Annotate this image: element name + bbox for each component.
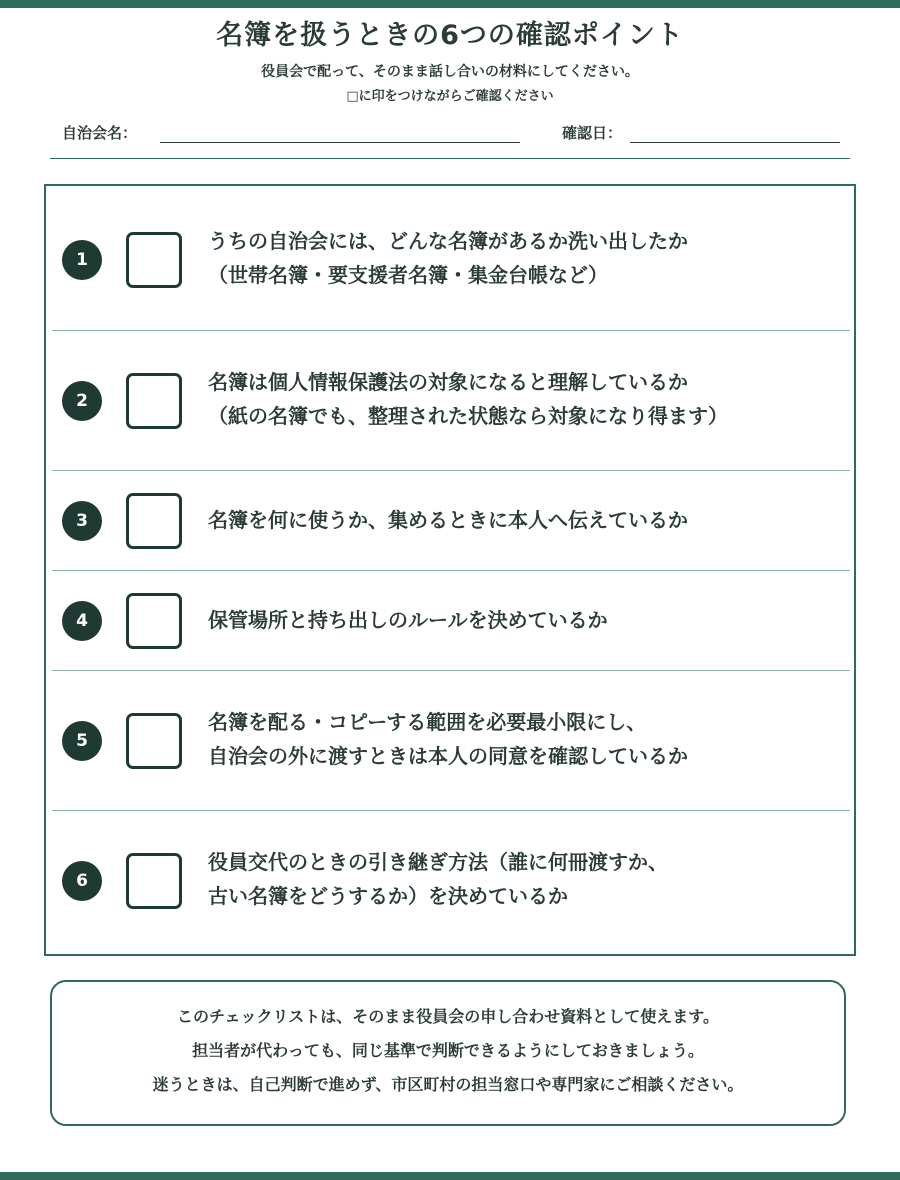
item-checkbox-5[interactable] (126, 713, 182, 769)
checklist-item-2 (52, 331, 850, 471)
checklist-item-3 (52, 471, 850, 571)
note-line: 迷うときは、自己判断で進めず、市区町村の担当窓口や専門家にご相談ください。 (152, 1075, 744, 1094)
checklist-box (44, 184, 856, 956)
bottom-accent-bar (0, 1172, 900, 1180)
item-number-badge: 4 (62, 601, 102, 641)
item-text-line: 役員交代のときの引き継ぎ方法（誰に何冊渡すか、 (208, 850, 668, 874)
item-text-line: （紙の名簿でも、整理された状態なら対象になり得ます） (208, 404, 728, 428)
page-subtitle: 役員会で配って、そのまま話し合いの材料にしてください。 (261, 64, 639, 80)
item-text-line: 自治会の外に渡すときは本人の同意を確認しているか (208, 744, 688, 768)
item-text-line: （世帯名簿・要支援者名簿・集金台帳など） (208, 263, 608, 287)
association-name-label: 自治会名： (62, 124, 138, 142)
note-line: 担当者が代わっても、同じ基準で判断できるようにしておきましょう。 (192, 1041, 704, 1060)
checklist-item-5 (52, 671, 850, 811)
checklist-item-4 (52, 571, 850, 671)
item-text-line: 保管場所と持ち出しのルールを決めているか (208, 608, 608, 632)
item-number-badge: 3 (62, 501, 102, 541)
item-text-line: 名簿を何に使うか、集めるときに本人へ伝えているか (208, 508, 688, 532)
item-text (208, 365, 838, 433)
header-divider (50, 158, 850, 159)
note-line: このチェックリストは、そのまま役員会の申し合わせ資料として使えます。 (177, 1007, 719, 1026)
page-title: 名簿を扱うときの6つの確認ポイント (216, 20, 684, 51)
item-number-badge: 6 (62, 861, 102, 901)
item-checkbox-3[interactable] (126, 493, 182, 549)
item-checkbox-4[interactable] (126, 593, 182, 649)
confirmation-date-label: 確認日： (562, 124, 623, 142)
checklist-item-1 (52, 186, 850, 330)
note-box (50, 980, 846, 1126)
item-text (208, 705, 838, 773)
item-checkbox-6[interactable] (126, 853, 182, 909)
item-checkbox-1[interactable] (126, 232, 182, 288)
association-name-field[interactable] (160, 142, 520, 143)
page-header (0, 16, 900, 106)
item-text (208, 603, 838, 637)
item-number-badge: 1 (62, 240, 102, 280)
confirmation-date-field[interactable] (630, 142, 840, 143)
item-text (208, 224, 838, 292)
item-text-line: 名簿は個人情報保護法の対象になると理解しているか (208, 370, 688, 394)
item-number-badge: 2 (62, 381, 102, 421)
item-text (208, 503, 838, 537)
instruction-text: □に印をつけながらご確認ください (346, 89, 554, 104)
item-text (208, 845, 838, 913)
item-number-badge: 5 (62, 721, 102, 761)
item-checkbox-2[interactable] (126, 373, 182, 429)
item-text-line: うちの自治会には、どんな名簿があるか洗い出したか (208, 229, 688, 253)
form-meta-row (62, 120, 852, 148)
checklist-item-6 (52, 811, 850, 954)
top-accent-bar (0, 0, 900, 8)
item-text-line: 名簿を配る・コピーする範囲を必要最小限にし、 (208, 710, 647, 734)
item-text-line: 古い名簿をどうするか）を決めているか (208, 884, 568, 908)
